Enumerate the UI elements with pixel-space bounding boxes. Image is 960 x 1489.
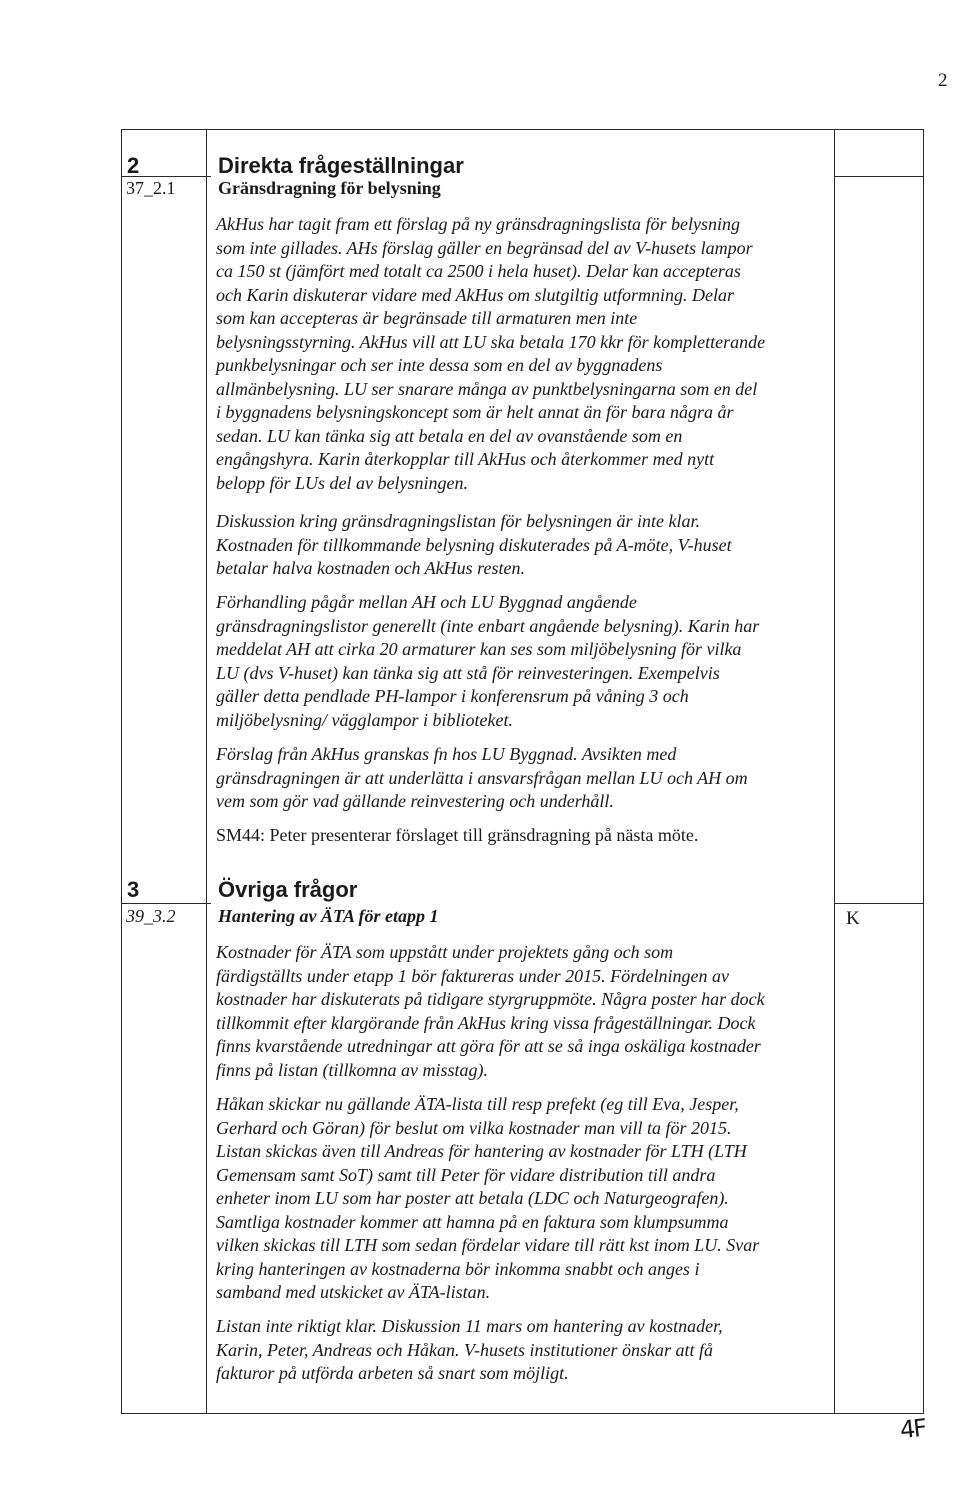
column-divider-right	[834, 129, 835, 1414]
text-line: kostnader har diskuterats på tidigare styrgruppmöte. Några poster har dock	[216, 989, 765, 1009]
section-2-number: 2	[127, 153, 140, 178]
text-line: finns på listan (tillkomna av misstag).	[216, 1059, 488, 1080]
text-line: Listan skickas även till Andreas för hantering av kostnader för LTH (LTH	[216, 1141, 747, 1161]
text-line: betalar halva kostnaden och AkHus resten.	[216, 558, 525, 578]
section-2-title: Direkta frågeställningar	[218, 153, 464, 178]
section-2-paragraph-4	[216, 743, 828, 814]
sm44-note	[216, 824, 828, 848]
item-37-2-1-number: 37_2.1	[126, 178, 176, 198]
section-3-title: Övriga frågor	[218, 877, 358, 902]
text-line: Håkan skickar nu gällande ÄTA-lista till resp prefekt (eg till Eva, Jesper,	[216, 1094, 739, 1114]
text-line: fakturor på utförda arbeten så snart som möjligt.	[216, 1363, 569, 1383]
text-line: enheter inom LU som har poster att betala (LDC och Naturgeografen).	[216, 1188, 729, 1208]
section-2-paragraph-1	[216, 213, 828, 495]
section-3-paragraph-2	[216, 1093, 828, 1305]
text-line: belopp för LUs del av belysningen.	[216, 472, 468, 493]
section-3-paragraph-1	[216, 941, 828, 1082]
text-line: belysningsstyrning. AkHus vill att LU ska betala 170 kkr för kompletterande	[216, 331, 766, 352]
text-line: sedan. LU kan tänka sig att betala en del av ovanstående som en	[216, 425, 683, 446]
section-2-paragraph-3	[216, 591, 828, 732]
column-divider-left	[206, 129, 207, 1414]
text-line: Gemensam samt SoT) samt till Peter för vidare distribution till andra	[216, 1164, 716, 1185]
item-37-2-1-title: Gränsdragning för belysning	[218, 178, 441, 198]
text-line: Gerhard och Göran) för beslut om vilka kostnader man vill ta för 2015.	[216, 1117, 732, 1138]
text-line: Förslag från AkHus granskas fn hos LU Byggnad. Avsikten med	[216, 744, 677, 764]
text-line: kring hanteringen av kostnaderna bör inkomma snabbt och anges i	[216, 1258, 700, 1279]
text-line: finns kvarstående utredningar att göra för att se så inga oskäliga kostnader	[216, 1036, 761, 1056]
text-line: ca 150 st (jämfört med totalt ca 2500 i hela huset). Delar kan accepteras	[216, 261, 741, 281]
responsible-marker: K	[846, 908, 860, 929]
text-line: Kostnader för ÄTA som uppstått under projektets gång och som	[216, 942, 674, 962]
text-line: Listan inte riktigt klar. Diskussion 11 mars om hantering av kostnader,	[216, 1316, 723, 1336]
text-line: vem som gör vad gällande reinvestering och underhåll.	[216, 791, 614, 811]
text-line: Samtliga kostnader kommer att hamna på en faktura som klumpsumma	[216, 1211, 729, 1232]
text-line: vilken skickas till LTH som sedan fördelar vidare till rätt kst inom LU. Svar	[216, 1235, 760, 1255]
text-line: färdigställts under etapp 1 bör faktureras under 2015. Fördelningen av	[216, 965, 729, 986]
row-divider-section3-left	[121, 903, 211, 904]
text-line: meddelat AH att cirka 20 armaturer kan ses som miljöbelysning för vilka	[216, 639, 742, 659]
text-line: AkHus har tagit fram ett förslag på ny gränsdragningslista för belysning	[216, 214, 741, 234]
text-line: tillkommit efter klargörande från AkHus kring vissa frågeställningar. Dock	[216, 1012, 756, 1033]
text-line: samband med utskicket av ÄTA-listan.	[216, 1282, 491, 1302]
text-line: Förhandling pågår mellan AH och LU Byggnad angående	[216, 592, 637, 612]
text-line: Karin, Peter, Andreas och Håkan. V-husets institutioner önskar att få	[216, 1339, 713, 1360]
text-line: som kan accepteras är begränsade till armaturen men inte	[216, 308, 638, 328]
section-2-paragraph-2	[216, 510, 828, 581]
text-line: SM44: Peter presenterar förslaget till gränsdragning på nästa möte.	[216, 825, 699, 845]
text-line: Diskussion kring gränsdragningslistan för belysningen är inte klar.	[216, 511, 701, 531]
section-3-number: 3	[127, 877, 140, 902]
text-line: gränsdragningen är att underlätta i ansvarsfrågan mellan LU och AH om	[216, 767, 748, 788]
item-39-3-2-title: Hantering av ÄTA för etapp 1	[218, 906, 439, 926]
section-3-paragraph-3	[216, 1315, 828, 1386]
text-line: och Karin diskuterar vidare med AkHus om slutgiltig utformning. Delar	[216, 284, 734, 305]
item-39-3-2-number: 39_3.2	[126, 906, 176, 926]
handwritten-initials: 4F	[898, 1413, 927, 1445]
text-line: engångshyra. Karin återkopplar till AkHus och återkommer med nytt	[216, 449, 715, 469]
text-line: gäller detta pendlade PH-lampor i konferensrum på våning 3 och	[216, 686, 689, 706]
row-divider-section2-right	[834, 176, 924, 177]
text-line: LU (dvs V-huset) kan tänka sig att stå för reinvesteringen. Exempelvis	[216, 662, 720, 683]
text-line: miljöbelysning/ vägglampor i biblioteket.	[216, 709, 513, 730]
text-line: Kostnaden för tillkommande belysning diskuterades på A-möte, V-huset	[216, 534, 732, 555]
row-divider-section3-right	[834, 903, 924, 904]
text-line: allmänbelysning. LU ser snarare många av punktbelysningarna som en del	[216, 378, 758, 399]
page-number: 2	[938, 70, 948, 91]
text-line: gränsdragningslistor generellt (inte enbart angående belysning). Karin har	[216, 615, 760, 636]
text-line: i byggnadens belysningskoncept som är helt annat än för bara några år	[216, 402, 734, 422]
text-line: som inte gillades. AHs förslag gäller en begränsad del av V-husets lampor	[216, 237, 753, 258]
text-line: punkbelysningar och ser inte dessa som en del av byggnadens	[216, 355, 663, 375]
